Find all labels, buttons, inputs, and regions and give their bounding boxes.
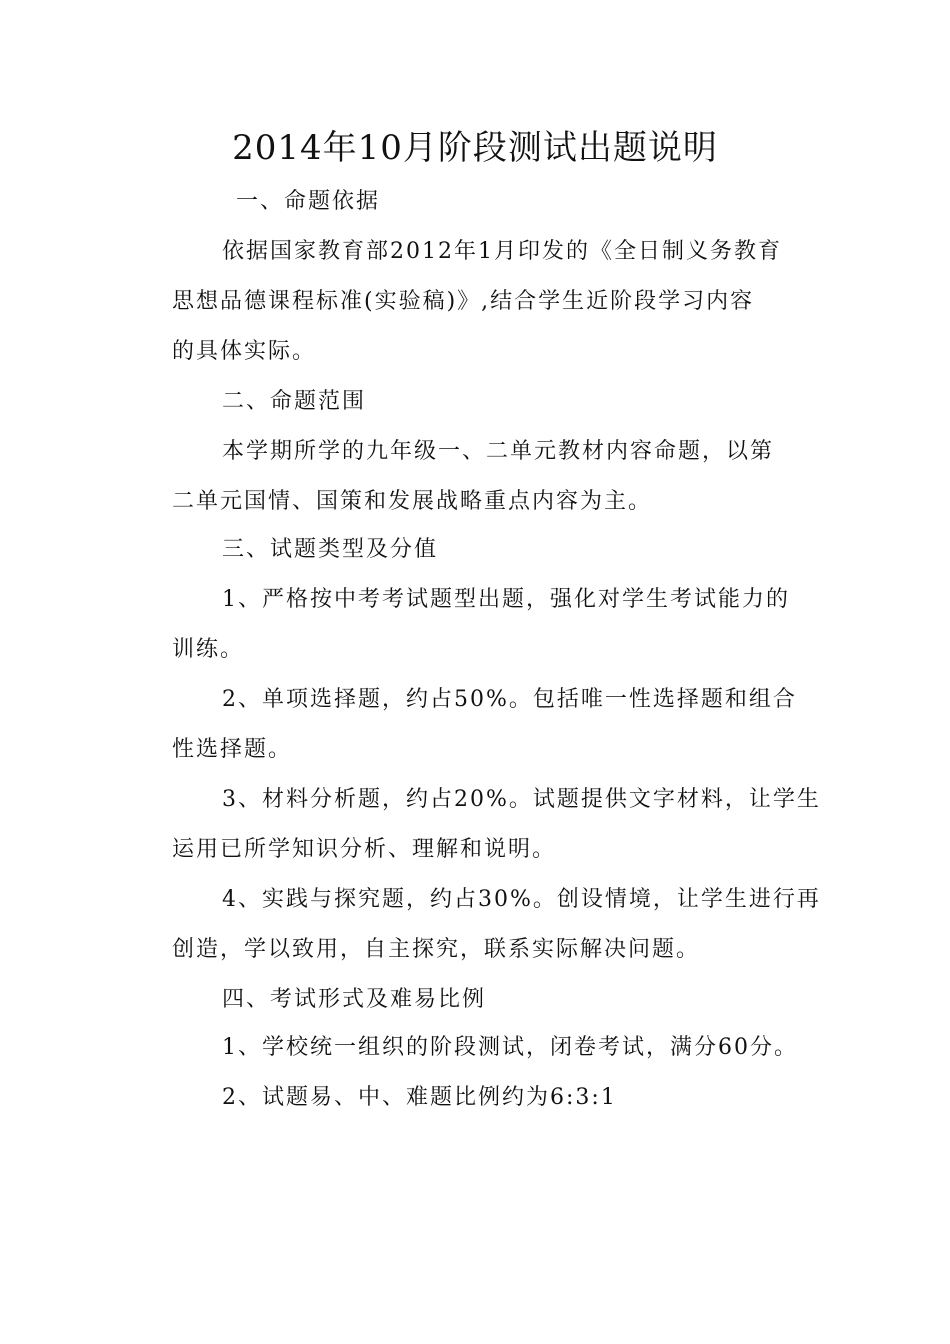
list-item-line: 3、材料分析题，约占20%。试题提供文字材料，让学生	[222, 787, 821, 812]
paragraph-line: 本学期所学的九年级一、二单元教材内容命题，以第	[222, 439, 775, 464]
list-item-line: 1、严格按中考考试题型出题，强化对学生考试能力的	[222, 587, 790, 612]
list-item-line: 创造，学以致用，自主探究，联系实际解决问题。	[172, 937, 701, 962]
paragraph-line: 思想品德课程标准(实验稿)》,结合学生近阶段学习内容	[172, 289, 755, 314]
section-heading-scope: 二、命题范围	[222, 389, 367, 414]
document-title: 2014年10月阶段测试出题说明	[232, 128, 718, 168]
list-item-line: 2、试题易、中、难题比例约为6:3:1	[222, 1085, 617, 1110]
list-item-line: 性选择题。	[172, 737, 293, 762]
paragraph-line: 依据国家教育部2012年1月印发的《全日制义务教育	[222, 239, 782, 264]
list-item-line: 1、学校统一组织的阶段测试，闭卷考试，满分60分。	[222, 1035, 798, 1060]
section-heading-question-types: 三、试题类型及分值	[222, 537, 439, 562]
list-item-line: 2、单项选择题，约占50%。包括唯一性选择题和组合	[222, 687, 797, 712]
section-heading-exam-format: 四、考试形式及难易比例	[222, 987, 487, 1012]
paragraph-line: 的具体实际。	[172, 339, 317, 364]
list-item-line: 4、实践与探究题，约占30%。创设情境，让学生进行再	[222, 887, 821, 912]
list-item-line: 运用已所学知识分析、理解和说明。	[172, 837, 557, 862]
section-heading-basis: 一、命题依据	[236, 189, 381, 214]
paragraph-line: 二单元国情、国策和发展战略重点内容为主。	[172, 489, 653, 514]
list-item-line: 训练。	[172, 637, 245, 662]
